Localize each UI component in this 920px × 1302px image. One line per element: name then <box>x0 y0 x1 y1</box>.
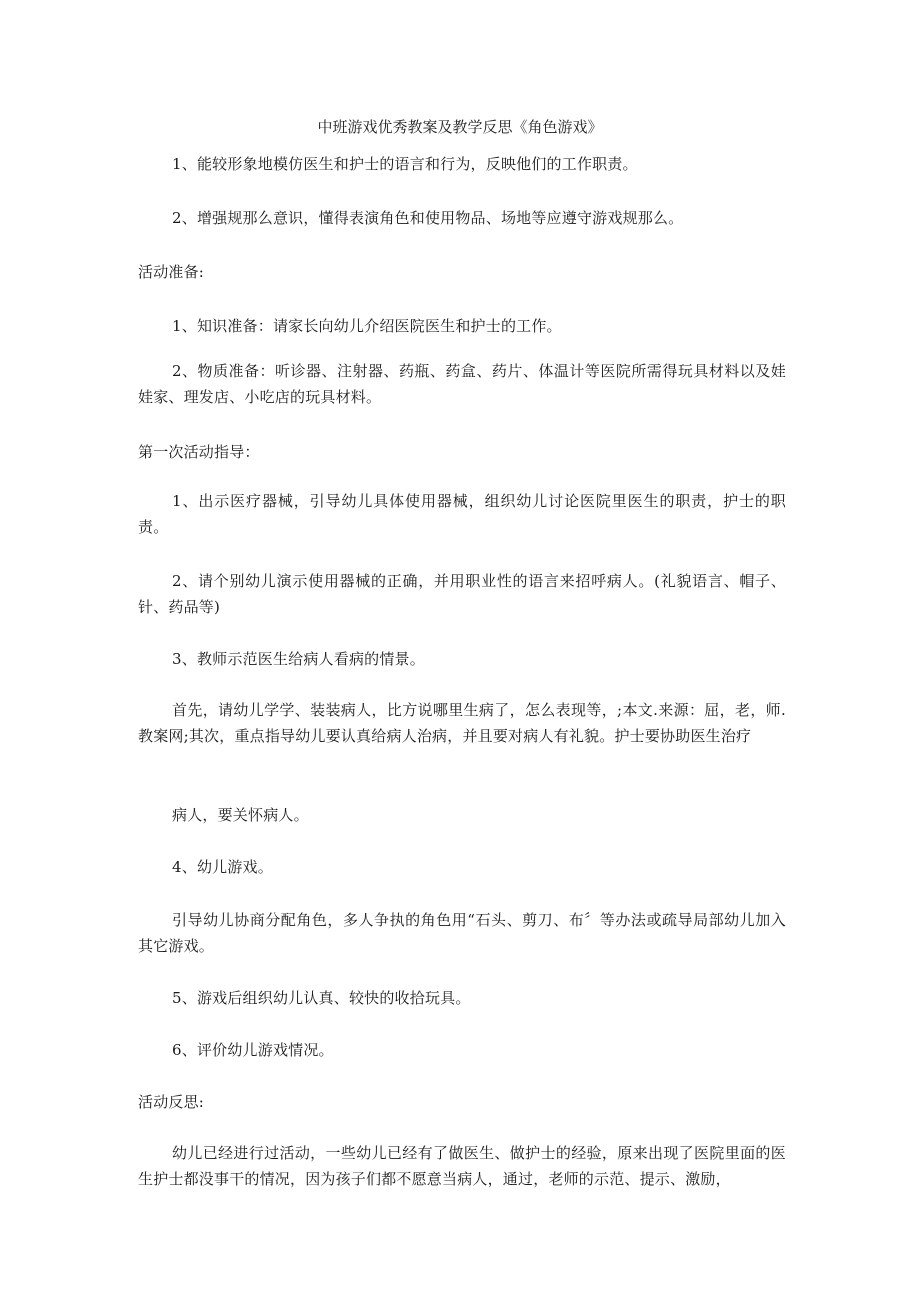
preparation-2: 2、物质准备：听诊器、注射器、药瓶、药盒、药片、体温计等医院所需得玩具材料以及娃娃家、理发店、小吃店的玩具材料。 <box>138 362 786 406</box>
section-heading-preparation: 活动准备: <box>138 263 205 281</box>
guidance-3-continued: 病人，要关怀病人。 <box>172 806 309 824</box>
document-title: 中班游戏优秀教案及教学反思《角色游戏》 <box>317 118 603 136</box>
objective-2: 2、增强规那么意识，懂得表演角色和使用物品、场地等应遵守游戏规那么。 <box>172 209 684 227</box>
guidance-2: 2、请个别幼儿演示使用器械的正确，并用职业性的语言来招呼病人。(礼貌语言、帽子、针、药品等) <box>138 572 786 616</box>
guidance-6: 6、评价幼儿游戏情况。 <box>172 1041 334 1059</box>
guidance-5: 5、游戏后组织幼儿认真、较快的收拾玩具。 <box>172 989 471 1007</box>
section-heading-guidance: 第一次活动指导： <box>138 443 260 461</box>
reflection-text: 幼儿已经进行过活动，一些幼儿已经有了做医生、做护士的经验，原来出现了医院里面的医生护士都没事干的情况，因为孩子们都不愿意当病人，通过，老师的示范、提示、激励， <box>138 1144 786 1188</box>
preparation-1: 1、知识准备：请家长向幼儿介绍医院医生和护士的工作。 <box>172 317 562 335</box>
objective-1: 1、能较形象地模仿医生和护士的语言和行为，反映他们的工作职责。 <box>172 155 638 173</box>
guidance-3: 3、教师示范医生给病人看病的情景。 <box>172 650 425 668</box>
section-heading-reflection: 活动反思: <box>138 1093 205 1111</box>
guidance-4: 4、幼儿游戏。 <box>172 858 273 876</box>
guidance-3-detail: 首先，请幼儿学学、装装病人，比方说哪里生病了，怎么表现等，;本文.来源：屈，老，师.教案网;其次，重点指导幼儿要认真给病人治病，并且要对病人有礼貌。护士要协助医生治疗 <box>138 701 786 745</box>
guidance-4-detail: 引导幼儿协商分配角色，多人争执的角色用“石头、剪刀、布〞等办法或疏导局部幼儿加入其它游戏。 <box>138 911 786 955</box>
guidance-1: 1、出示医疗器械，引导幼儿具体使用器械，组织幼儿讨论医院里医生的职责，护士的职责。 <box>138 492 786 536</box>
